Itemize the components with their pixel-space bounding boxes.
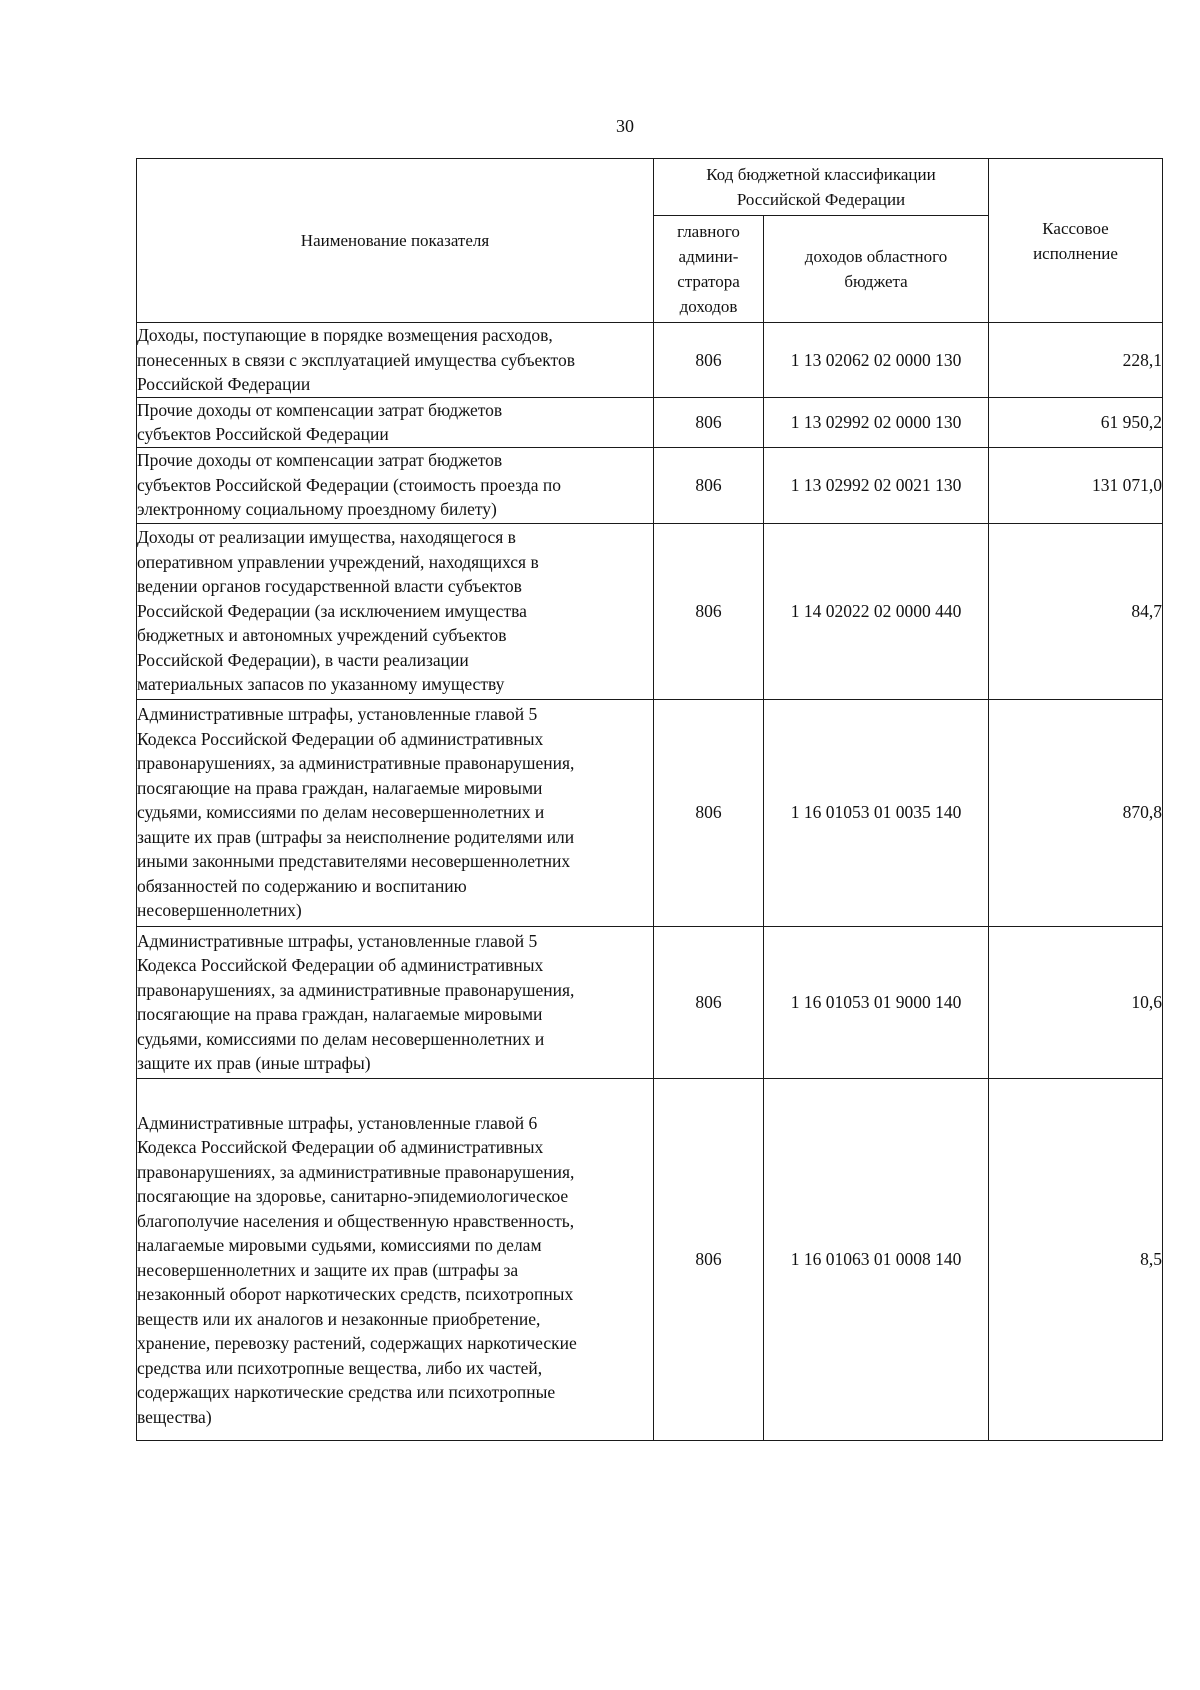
header-name: Наименование показателя [137,159,654,323]
table-row [137,1078,1163,1440]
row-name: Доходы, поступающие в порядке возмещения расходов, понесенных в связи с эксплуатацией имущества субъектов Российской Федерации [137,323,654,398]
header-revenue-code: доходов областного бюджета [764,216,989,323]
header-cash-execution: Кассовое исполнение [989,159,1163,323]
row-name: Прочие доходы от компенсации затрат бюджетов субъектов Российской Федерации (стоимость проезда по электронному социальному проездному билету) [137,447,654,523]
row-admin-code: 806 [654,447,764,523]
row-revenue-code: 1 13 02992 02 0000 130 [764,397,989,447]
row-revenue-code: 1 13 02992 02 0021 130 [764,447,989,523]
row-admin-code: 806 [654,523,764,699]
table-row [137,397,1163,447]
row-amount: 228,1 [989,323,1163,398]
row-name: Административные штрафы, установленные главой 5 Кодекса Российской Федерации об административных правонарушениях, за административные правонарушения, посягающие на права граждан, налагаемые мировыми судьями, комиссиями по делам несовершеннолетних и защите их прав (иные штрафы) [137,926,654,1078]
table-row [137,699,1163,926]
row-revenue-code: 1 14 02022 02 0000 440 [764,523,989,699]
row-amount: 61 950,2 [989,397,1163,447]
row-amount: 84,7 [989,523,1163,699]
table-row [137,447,1163,523]
row-revenue-code: 1 13 02062 02 0000 130 [764,323,989,398]
row-admin-code: 806 [654,926,764,1078]
row-admin-code: 806 [654,1078,764,1440]
row-revenue-code: 1 16 01053 01 9000 140 [764,926,989,1078]
row-amount: 870,8 [989,699,1163,926]
row-name: Прочие доходы от компенсации затрат бюджетов субъектов Российской Федерации [137,397,654,447]
row-name: Административные штрафы, установленные главой 5 Кодекса Российской Федерации об административных правонарушениях, за административные правонарушения, посягающие на права граждан, налагаемые мировыми судьями, комиссиями по делам несовершеннолетних и защите их прав (штрафы за неисполнение родителями или иными законными представителями несовершеннолетних обязанностей по содержанию и воспитанию несовершеннолетних) [137,699,654,926]
row-name: Доходы от реализации имущества, находящегося в оперативном управлении учреждений, находящихся в ведении органов государственной власти субъектов Российской Федерации (за исключением имущества бюджетных и автономных учреждений субъектов Российской Федерации), в части реализации материальных запасов по указанному имуществу [137,523,654,699]
row-admin-code: 806 [654,397,764,447]
row-revenue-code: 1 16 01063 01 0008 140 [764,1078,989,1440]
row-amount: 131 071,0 [989,447,1163,523]
row-amount: 8,5 [989,1078,1163,1440]
revenue-table [136,158,1163,1441]
row-admin-code: 806 [654,699,764,926]
table-row [137,323,1163,398]
row-name: Административные штрафы, установленные главой 6 Кодекса Российской Федерации об административных правонарушениях, за административные правонарушения, посягающие на здоровье, санитарно-эпидемиологическое благополучие населения и общественную нравственность, налагаемые мировыми судьями, комиссиями по делам несовершеннолетних и защите их прав (штрафы за незаконный оборот наркотических средств, психотропных веществ или их аналогов и незаконные приобретение, хранение, перевозку растений, содержащих наркотические средства или психотропные вещества, либо их частей, содержащих наркотические средства или психотропные вещества) [137,1078,654,1440]
header-admin-code: главного админи- стратора доходов [654,216,764,323]
page-number: 30 [616,116,634,136]
row-revenue-code: 1 16 01053 01 0035 140 [764,699,989,926]
row-amount: 10,6 [989,926,1163,1078]
header-classification-code: Код бюджетной классификации Российской Федерации [654,159,989,216]
row-admin-code: 806 [654,323,764,398]
table-row [137,926,1163,1078]
table-row [137,523,1163,699]
